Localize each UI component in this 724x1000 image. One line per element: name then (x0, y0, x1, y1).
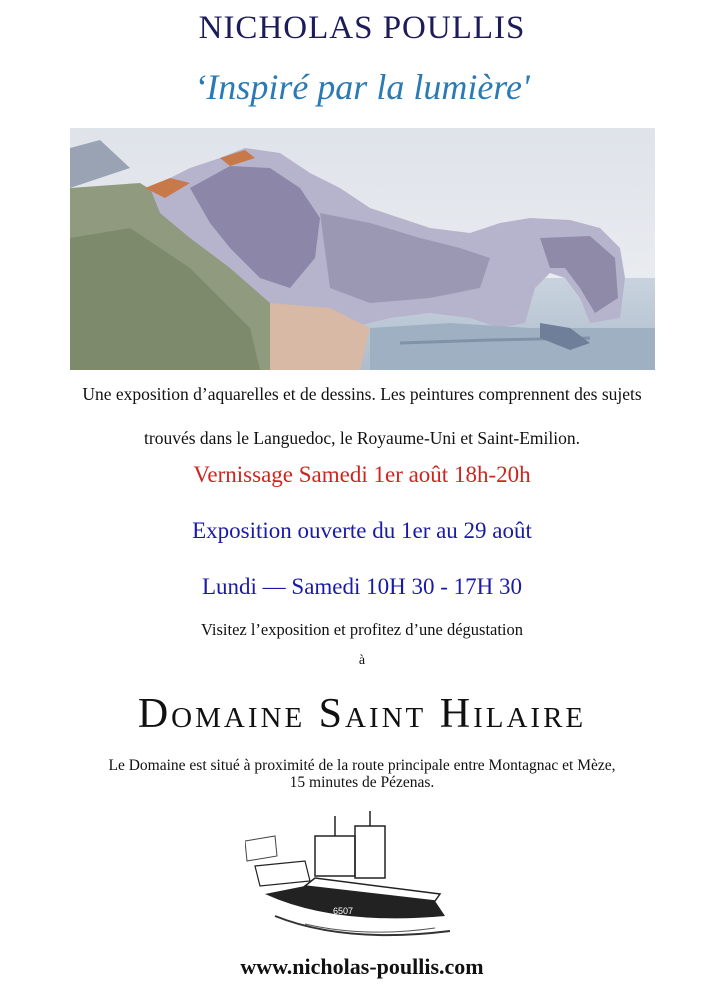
boat-number: 6507 (333, 906, 354, 916)
artist-name: NICHOLAS POULLIS (198, 10, 526, 46)
exhibition-title: ‘Inspiré par la lumière' (194, 67, 530, 107)
watercolor-painting (70, 128, 655, 370)
opening-hours: Lundi — Samedi 10H 30 - 17H 30 (201, 574, 523, 599)
visit-line: Visitez l’exposition et profitez d’une dégustation (200, 620, 524, 639)
exposition-dates: Exposition ouverte du 1er au 29 août (192, 518, 532, 543)
visit-preposition: à (358, 653, 366, 668)
intro-line-2: trouvés dans le Languedoc, le Royaume-Uni et Saint-Emilion. (144, 428, 580, 448)
venue-location-line-2: 15 minutes de Pézenas. (289, 774, 435, 791)
venue-location-line-1: Le Domaine est situé à proximité de la route principale entre Montagnac et Mèze, (108, 757, 616, 774)
venue-name: Domaine Saint Hilaire (137, 691, 587, 737)
boat-sketch (245, 806, 470, 944)
vernissage-info: Vernissage Samedi 1er août 18h-20h (193, 462, 531, 487)
intro-line-1: Une exposition d’aquarelles et de dessins. Les peintures comprennent des sujets (82, 384, 642, 404)
website-link[interactable]: www.nicholas-poullis.com (240, 954, 484, 979)
